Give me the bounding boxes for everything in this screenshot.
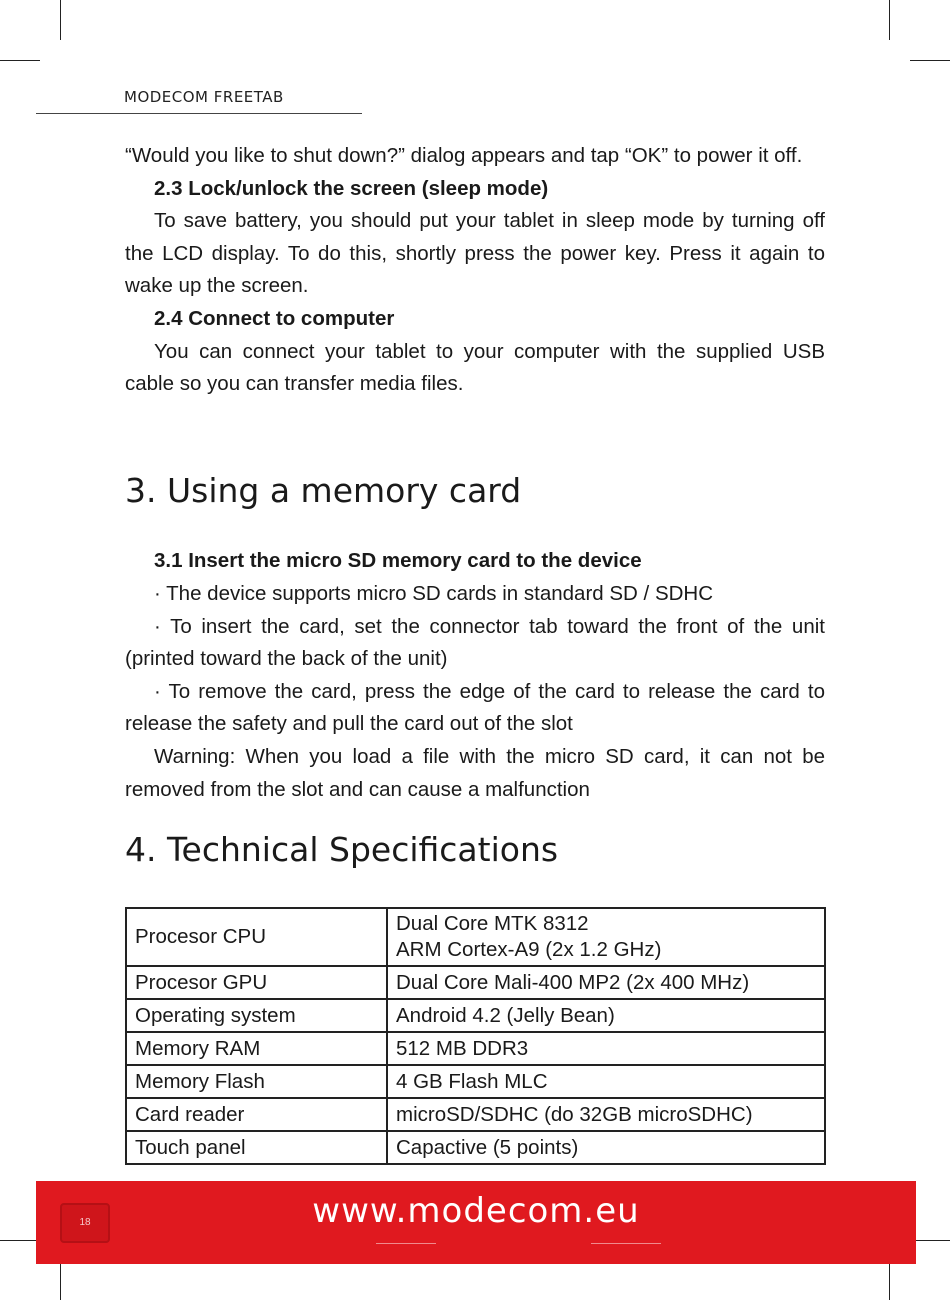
spec-key: Procesor GPU (126, 966, 387, 999)
table-row (126, 1131, 825, 1164)
table-row (126, 999, 825, 1032)
section-2-3-title: 2.3 Lock/unlock the screen (sleep mode) (154, 176, 549, 200)
spec-value-line-1: Dual Core MTK 8312 (396, 912, 589, 935)
crop-mark-bottom-left-v (60, 1260, 61, 1300)
section-3-1-bullet-3: · To remove the card, press the edge of the card to release the card to release the safety and pull the card out of the slot (125, 679, 825, 736)
footer-decor-line (591, 1243, 661, 1244)
spec-value: Android 4.2 (Jelly Bean) (387, 999, 825, 1032)
section-3-1-title: 3.1 Insert the micro SD memory card to the device (154, 549, 642, 573)
spec-key: Procesor CPU (126, 908, 387, 966)
intro-paragraph: “Would you like to shut down?” dialog appears and tap “OK” to power it off. (125, 144, 803, 167)
spec-value-line-2: ARM Cortex-A9 (2x 1.2 GHz) (396, 938, 662, 961)
section-3-1-bullet-2: · To insert the card, set the connector tab toward the front of the unit (printed toward the back of the unit) (125, 614, 825, 671)
section-2-4-text: You can connect your tablet to your computer with the supplied USB cable so you can transfer media files. (125, 339, 825, 396)
chapter-3-title: 3. Using a memory card (125, 470, 522, 510)
chapter-4-title: 4. Technical Specifications (125, 830, 559, 870)
table-row (126, 1098, 825, 1131)
crop-mark-bottom-right-h (910, 1240, 950, 1241)
crop-mark-top-left-h (0, 60, 40, 61)
table-row (126, 966, 825, 999)
specifications-table (125, 907, 826, 1165)
website-url[interactable]: www.modecom.eu (312, 1191, 640, 1231)
page-content (125, 140, 825, 870)
running-header (36, 88, 362, 114)
spec-key: Memory RAM (126, 1032, 387, 1065)
spec-value: microSD/SDHC (do 32GB microSDHC) (387, 1098, 825, 1131)
crop-mark-bottom-right-v (889, 1260, 890, 1300)
crop-mark-bottom-left-h (0, 1240, 40, 1241)
spec-value (387, 908, 825, 966)
page-number-tab: 18 (60, 1203, 110, 1243)
footer-decor-line (376, 1243, 436, 1244)
section-2-4-title: 2.4 Connect to computer (154, 306, 395, 330)
spec-value: 512 MB DDR3 (387, 1032, 825, 1065)
spec-value: Dual Core Mali-400 MP2 (2x 400 MHz) (387, 966, 825, 999)
spec-key: Card reader (126, 1098, 387, 1131)
crop-mark-top-right-v (889, 0, 890, 40)
crop-mark-top-left-v (60, 0, 61, 40)
spec-key: Memory Flash (126, 1065, 387, 1098)
spec-value: 4 GB Flash MLC (387, 1065, 825, 1098)
table-row (126, 908, 825, 966)
crop-mark-top-right-h (910, 60, 950, 61)
section-3-1-bullet-1: · The device supports micro SD cards in standard SD / SDHC (154, 581, 714, 605)
section-3-1-warning: Warning: When you load a file with the micro SD card, it can not be removed from the slot and can cause a malfunction (125, 744, 825, 801)
section-2-3-text: To save battery, you should put your tablet in sleep mode by turning off the LCD display. To do this, shortly press the power key. Press it again to wake up the screen. (125, 209, 825, 298)
spec-key: Touch panel (126, 1131, 387, 1164)
header-title: MODECOM FREETAB (124, 88, 284, 106)
spec-value: Capactive (5 points) (387, 1131, 825, 1164)
spec-key: Operating system (126, 999, 387, 1032)
footer-band (36, 1181, 916, 1264)
table-row (126, 1065, 825, 1098)
table-row (126, 1032, 825, 1065)
